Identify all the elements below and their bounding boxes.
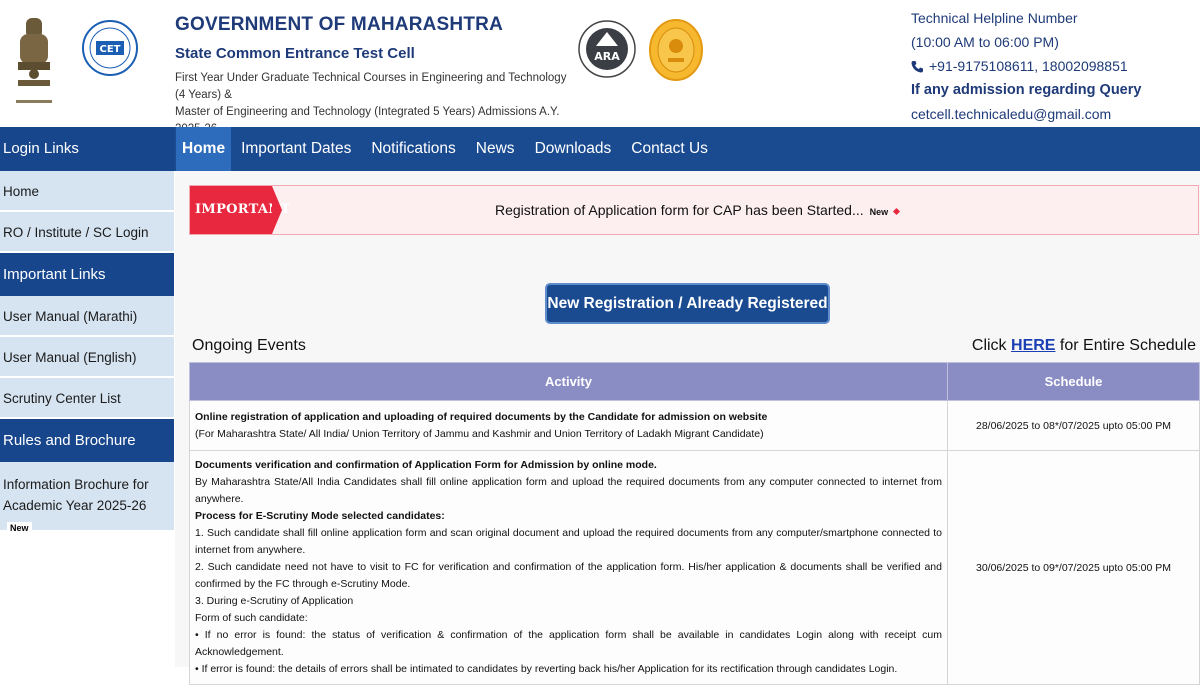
row2-process-title: Process for E-Scrutiny Mode selected candidates: [195, 510, 445, 522]
sidebar [0, 171, 174, 667]
nav-news[interactable]: News [475, 140, 515, 157]
diamond-icon [893, 208, 900, 215]
sidebar-heading-login-links: Login Links [0, 127, 174, 171]
main-content [175, 171, 1200, 675]
nav-contact-us[interactable]: Contact Us [631, 140, 708, 157]
schedule-here-link[interactable]: HERE [1011, 337, 1056, 354]
important-message[interactable] [495, 186, 899, 236]
sidebar-item-scrutiny-list[interactable]: Scrutiny Center List [0, 378, 174, 419]
schedule-prefix: Click [971, 337, 1007, 354]
info-brochure-year: Academic Year 2025-26 [3, 498, 147, 513]
national-emblem-icon [12, 14, 56, 110]
important-message-text: Registration of Application form for CAP has been Started... [495, 202, 864, 218]
cet-cell-logo-icon [82, 20, 138, 76]
sidebar-item-info-brochure[interactable] [0, 462, 174, 532]
sidebar-heading-rules-brochure: Rules and Brochure [0, 419, 174, 462]
important-tag: IMPORTANT [190, 186, 272, 234]
events-table [189, 362, 1200, 685]
entire-schedule-line [972, 337, 1196, 355]
sidebar-item-manual-english[interactable]: User Manual (English) [0, 337, 174, 378]
site-header [0, 0, 1200, 127]
new-registration-button[interactable]: New Registration / Already Registered [545, 283, 830, 324]
helpline-hours: (10:00 AM to 06:00 PM) [911, 34, 1059, 50]
nav-home[interactable]: Home [176, 127, 231, 171]
maharashtra-seal-icon [648, 18, 704, 82]
row2-paragraph-5: Form of such candidate: [195, 612, 308, 624]
cell-subtitle: State Common Entrance Test Cell [175, 45, 415, 62]
query-label: If any admission regarding Query [911, 82, 1142, 98]
helpline-phone: +91-9175108611, 18002098851 [929, 58, 1128, 74]
important-tag-arrow [272, 186, 282, 234]
sidebar-item-home[interactable]: Home [0, 171, 174, 212]
svg-text:ARA: ARA [594, 50, 620, 63]
row2-paragraph-2: 1. Such candidate shall fill online application form and scan original document and upload the required documents from any computer/smartphone connected to internet from anywhere. [195, 527, 942, 556]
ongoing-events-heading: Ongoing Events [192, 337, 306, 354]
nav-downloads[interactable]: Downloads [534, 140, 612, 157]
activity-cell [190, 451, 948, 685]
important-notice-bar [189, 185, 1199, 235]
row2-paragraph-6: • If no error is found: the status of verification & confirmation of the application form shall be available in candidates Login along with receipt cum Acknowledgement. [195, 629, 942, 658]
row1-note: (For Maharashtra State/ All India/ Union Territory of Jammu and Kashmir and Union Territory of Ladakh Migrant Candidate) [195, 427, 764, 440]
query-email[interactable]: cetcell.technicaledu@gmail.com [911, 106, 1112, 122]
schedule-suffix: for Entire Schedule [1059, 337, 1196, 354]
nav-important-dates[interactable]: Important Dates [241, 140, 352, 157]
column-header-schedule: Schedule [948, 363, 1200, 401]
info-brochure-line-2 [3, 495, 174, 537]
main-nav [176, 127, 718, 171]
schedule-cell: 30/06/2025 to 09*/07/2025 upto 05:00 PM [948, 451, 1200, 685]
helpline-phone-row [911, 54, 1141, 78]
phone-icon [911, 60, 923, 73]
helpline-block [911, 6, 1141, 126]
row2-title: Documents verification and confirmation of Application Form for Admission by online mode. [195, 459, 657, 471]
table-row [190, 401, 1200, 451]
table-row [190, 451, 1200, 685]
svg-text:CET: CET [99, 44, 121, 55]
table-header-row [190, 363, 1200, 401]
sidebar-heading-important-links: Important Links [0, 253, 174, 296]
row2-paragraph-3: 2. Such candidate need not have to visit to FC for verification and confirmation of the application form. His/her application & documents shall be verified and confirmed by the FC through e-Scrutiny Mode. [195, 561, 942, 590]
ara-logo-icon [578, 20, 636, 78]
description-line-2: Master of Engineering and Technology (Integrated 5 Years) Admissions A.Y. [175, 106, 560, 118]
new-badge: New [7, 522, 32, 534]
government-title: GOVERNMENT OF MAHARASHTRA [175, 14, 503, 35]
row2-paragraph-7: • If error is found: the details of errors shall be intimated to candidates by reverting back his/her Application for its rectification through candidates Login. [195, 663, 898, 675]
important-new-label: New [869, 207, 889, 217]
sidebar-item-ro-login[interactable]: RO / Institute / SC Login [0, 212, 174, 253]
helpline-title: Technical Helpline Number [911, 10, 1078, 26]
row2-paragraph-4: 3. During e-Scrutiny of Application [195, 595, 354, 607]
schedule-cell: 28/06/2025 to 08*/07/2025 upto 05:00 PM [948, 401, 1200, 451]
row1-title: Online registration of application and uploading of required documents by the Candidate for admission on website [195, 410, 768, 423]
column-header-activity: Activity [190, 363, 948, 401]
description-line-1: First Year Under Graduate Technical Courses in Engineering and Technology (4 Years) & [175, 72, 567, 101]
activity-cell [190, 401, 948, 451]
info-brochure-line-1: Information Brochure for [3, 477, 149, 492]
sidebar-item-manual-marathi[interactable]: User Manual (Marathi) [0, 296, 174, 337]
row2-paragraph-1: By Maharashtra State/All India Candidates shall fill online application form and upload the required documents from any computer connected to internet from anywhere. [195, 476, 942, 505]
nav-notifications[interactable]: Notifications [371, 140, 456, 157]
